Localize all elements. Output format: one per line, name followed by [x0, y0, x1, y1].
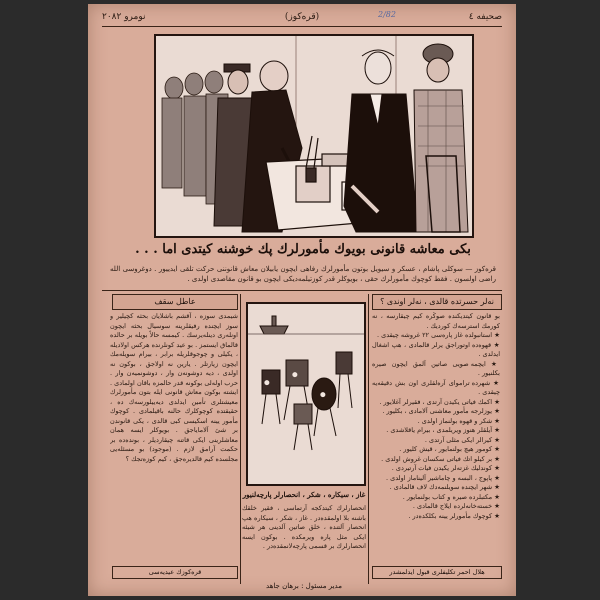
list-item: ★ ايچمه صويى صاتين آلمق ايچون صيره بكلنيور . [372, 360, 500, 379]
middle-cartoon-caption: غاز ، سيكاره ، شكر ، انحصارلر پارچه‌لنيور [242, 490, 366, 499]
list-item: ★ كيرالر ايكى مثلى آرتدى . [372, 436, 500, 446]
sheet-label: صحيفه ٤ [468, 12, 502, 22]
svg-text:⬤: ⬤ [292, 372, 298, 378]
list-item: ★ كومور هيچ بولنمايور ، قيش كليور . [372, 445, 500, 455]
list-item: ★ بر كيلو اتك فياتى سكسان غروش اولدى . [372, 455, 500, 465]
cartoon-illustration [156, 36, 472, 236]
right-column-intro: بو قانون كيتديكنده صوڭره كيم چيقارسه ، نه كورمك استرسه‌ك كورديك . [372, 312, 500, 330]
list-item: ★ خسته‌خانه‌لرده ايلاج قالمادى . [372, 502, 500, 512]
svg-text:⬤: ⬤ [320, 392, 326, 398]
cartoon-subcaption: قره‌كوز — سوكلى پاشام ، عسكر و سيويل بوتون مأمورلرك رفاهى ايچون يابيلان معاش قانوننى حركت تلقى ايدييور . دوغروسى الله راضى اولسون . فقط كوچوك مأمورلرك حقى ، بويوكلر قدر كوزتيلمه‌دیكى ايچون بو قانون مقاصدى اولدى . [110, 265, 496, 283]
section-rule [102, 290, 502, 291]
column-divider-right [368, 294, 369, 584]
list-item: ★ مكتبلرده صيره و كتاب بولنمايور . [372, 493, 500, 503]
list-item: ★ كوچوك مأمورلر يينه بكلكده‌در . [372, 512, 500, 522]
middle-cartoon-illustration [248, 304, 364, 484]
list-item: ★ يوزلرجه مأمور معاشنى آلامادى ، بكليور . [372, 407, 500, 417]
cartoon-caption: بكى معاشه قانونى بويوك مأمورلرك پك خوشنه كيتدى اما . . . [135, 242, 471, 257]
newspaper-page [88, 4, 516, 596]
left-column-footer: قره‌كوزك عيديه‌سى [112, 566, 238, 579]
list-item: ★ پاپوج ، البسه و چاماشير آليناماز اولدى . [372, 474, 500, 484]
column-divider-left [240, 294, 241, 584]
left-column-text: شيمدى سوزه ، آقشم باشلايان بحثه كچيلير و سوز ايچنده رفيقلرينه سوسيال بحثه ايچون اونله‌رى دينله‌يرسك . كيمسه حالاً بويله بر حالده قالماق ايستمز . بو عيد كونلرنده هركس اولاديله ، يكيلى و چوجوقلريله برابر ، بيرام سويله‌مك ايچون زيارتلر . يارين نه اولاجق ، بوكون نه اولدى ، ديه دوشونه‌ن وار ، دوشونميه‌ن وار . حرب اوله‌لى بوكونه قدر حالمزه باقان اولمادى . ايشته بوكون معاش قانونى ايله بتون مأمورلرك معيشتلرى تأمين ايدلدى ديه‌ييلورسه‌ك ده ، حقيقتده كوچوكلرك حالنه باقيلمادى . كوچوك مأمور يينه اسكيسى كبى قالدى ، يكى قانوندن بر شئ آلاماياجق . بويوكلر ايسه همان معاشلرينى ايكى قاتنه چيقاردیلر ، بونده‌ده بر حكمت آرامق لازم . (موجود) بو مسئله‌يى مجلسده كيم قالديره‌جق ، كيم كوزه‌تجك ؟ [110, 312, 238, 463]
left-column-heading: عاطل سقف [112, 294, 238, 310]
list-item: ★ كوندليك غزته‌لر يكيدن فيات آرتيردى . [372, 464, 500, 474]
list-item: ★ اكمك فياتى يكيدن آرتدى ، فقيرلر آغلايور . [372, 398, 500, 408]
right-column-text [372, 312, 500, 562]
list-item: ★ قهوه‌ده اوتوراجق يرلر قالمادى ، هپ اشغال ايدلدى . [372, 341, 500, 360]
list-item: ★ شهر ايچنده سويلنمه‌دك لاف قالمادى . [372, 483, 500, 493]
list-item: ★ استانبولده غاز پاره‌سى ٢٢ غروشه چيقدى . [372, 331, 500, 341]
pencil-annotation: 2/82 [378, 10, 396, 19]
main-cartoon [154, 34, 474, 238]
list-item: ★ شهرده ترامواى آره‌لقلرى اون بش دقيقه‌يه چيقدى . [372, 379, 500, 398]
right-column-footer: هلال احمر تكليفلرى قبول ايدلمشدر [372, 566, 502, 579]
svg-text:⬤: ⬤ [264, 380, 270, 386]
editor-signature: مدير مسئول : برهان جاهد [266, 582, 342, 590]
publication-name: (قره‌كوز) [284, 12, 320, 22]
list-item: ★ شكر و قهوه بولنماز اولدى . [372, 417, 500, 427]
list-item: ★ آيلقلر هنوز ويريلمدى ، بيرام ياقلاشدى . [372, 426, 500, 436]
right-column-heading: نه‌لر حسرتده قالدى ، نه‌لر اوندى ؟ [372, 294, 502, 310]
middle-column-text: انحصارلرك كيتدكجه آرتماسى ، فقير خلقك باشنه بلا اولمقده‌در . غاز ، شكر ، سيكاره هپ انحصار آلتنده ، خلق صاتين آلدينى هر شيئه ايكى مثل پاره ويرمكده . بوكون ايسه انحصارلرك بر قسمى پارچه‌لانمقده‌در . [242, 504, 366, 550]
header-rule [102, 26, 502, 27]
page-header [102, 10, 502, 26]
page-number: نومرو ٢٠٨٢ [102, 12, 146, 22]
middle-cartoon [246, 302, 366, 486]
